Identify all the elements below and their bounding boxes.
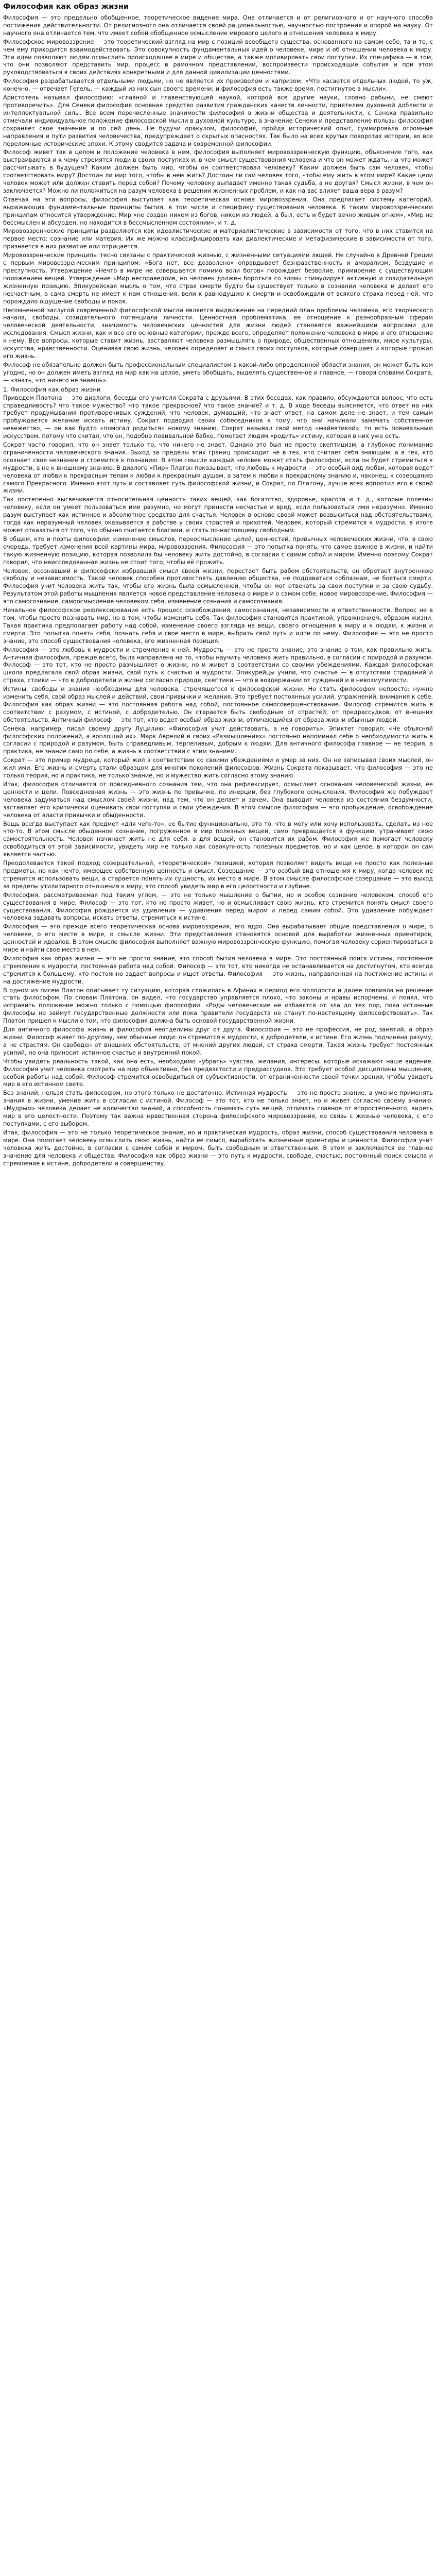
paragraph: Чтобы увидеть реальность такой, как она есть, необходимо «убрать» чувства, желания, интересы, которые искажают наше видение. Философия учит человека смотреть на мир объективно, без предвзятости и предрассудков. Это требует особой дисциплины мышления, особой работы над собой. Философ стремится освободиться от субъективности, от ограниченности своей точки зрения, чтобы увидеть мир в его истинном свете. [3, 1058, 433, 1088]
paragraph: Сенека, например, писал своему другу Луцилию: «Философия учит действовать, а не говорить». Эпиктет говорил: «Не объясняй философских положений, а воплощай их». Марк Аврелий в своих «Размышлениях» постоянно напоминал себе о необходимости жить в согласии с природой и разумом, быть справедливым, терпеливым, добрым к людям. Для античного философа главное — не теория, а практика, не знание само по себе, а жизнь в соответствии с этим знанием. [3, 725, 433, 755]
paragraph: Сократ часто говорил, что он знает только то, что ничего не знает. Однако это был не просто скептицизм, а глубокое понимание ограниченности человеческого знания. Выход за пределы этих границ происходит не в тех, кто считает себя знающим, а в тех, кто осознает свое незнание и стремится к познанию. В этом смысле каждый человек может стать философом, если он будет стремиться к мудрости, а не к внешнему знанию. В диалоге «Пир» Платон показывает, что любовь к мудрости — это особый вид любви, которая ведет человека от любви к прекрасным телам к любви к прекрасным душам, а затем к любви к прекрасному знанию и, наконец, к созерцанию самого Прекрасного. Именно этот путь и составляет суть философской жизни, и Сократ, по Платону, лучше всех воплотил его в своей жизни. [3, 442, 433, 495]
paragraph: Философия разрабатывается отдельными людьми, но не является их произволом и капризом: «Что касается отдельных людей, то уж, конечно, — отвечает Гегель, — каждый из них сын своего времени; и философия есть также время, постигнутое в мысли». [3, 78, 433, 93]
section-heading: 1. Философия как образ жизни [3, 385, 101, 393]
paragraph: Так постепенно высвечивается относительная ценность таких вещей, как богатство, здоровье, красота и т. д., которые полезны человеку, если он умеет пользоваться ими разумно, но могут принести несчастье и вред, если пользоваться ими неразумно. Именно разум выступает как истинное и абсолютное средство для счастья. Человек в основе своей может возвыситься над обстоятельствами, тогда как неразумный человек оказывается в рабстве у своих страстей и прихотей. Человек, который стремится к мудрости, в итоге может отказаться от того, что обычно считается благами, и стать по-настоящему свободным. [3, 496, 433, 534]
intro-section [3, 14, 433, 385]
paragraph: Без знаний, нельзя стать философом, но этого только не достаточно. Истинная мудрость — это не просто знание, а умение применять знания в жизни, умение жить в согласии с истиной. Философ — это тот, кто не только знает, но и живет согласно своему знанию. «Мудрым» человека делает не количество знаний, а способность понимать суть вещей, отличать главное от второстепенного, видеть мир в его целостности. Поэтому так важна нравственная сторона философского мировоззрения, ее связь с жизнью человека, с его поступками, с его выбором. [3, 1090, 433, 1127]
paragraph: Человек, осознавший и философски избравший смысл своей жизни, перестает быть рабом обстоятельств, он обретает внутреннюю свободу и независимость. Такой человек способен противостоять давлению общества, не поддаваться соблазнам, не бояться смерти. Философия учит человека жить так, чтобы его жизнь была осмысленной, чтобы он мог отвечать за свои поступки и за свою судьбу. Результатом этой работы мышления является новое представление человека о мире и о самом себе, новое мировоззрение. Философия — это самосознание, самоосмысление человеком себя, изменение сознания и самосознания. [3, 567, 433, 605]
paragraph: Мировоззренческие принципы разделяются как идеалистические и материалистические в зависимости от того, что в них ставится на первое место: сознание или материя. Их же можно классифицировать как диалектические и метафизические в зависимости от того, признается в них развитие или отрицается. [3, 228, 433, 250]
paragraph: Начальное философское рефлексирование есть процесс освобождения, самосознания, независимости и ответственности. Вопрос не в том, чтобы просто познавать мир, но в том, чтобы изменить себя. Так философия становится практикой, упражнением, образом жизни. Такая практика предполагает работу над собой, изменение своего взгляда на вещи, своего отношения к миру и к людям, к жизни и смерти. Это попытка понять себя, познать себя и свое место в мире, выбрать свой путь и идти по нему. Философия — это не просто знание, это способ существования человека, его жизненная позиция. [3, 607, 433, 645]
paragraph: Философ живет так в целом и положение человека в нем, философия выполняет мировоззренческую функцию, объяснение того, как выстраиваются и к чему стремятся люди в своих поступках и, в чем смысл существования человека и что он может ждать, на что может рассчитывать в будущем? Каким должен быть мир, чтобы он соответствовал человеку? Каким должен быть сам человек, чтобы соответствовать миру? Достоин ли мир того, чтобы в нем жить? Достоин ли сам человек того, чтобы ему жить в этом мире? Какие цели человек может или должен ставить перед собой? Почему человеку выпадает именно такая судьба, а не другая? Смысл жизни, в чем он заключается? Можно ли положиться на разум человека в решении жизненных проблем, и как на вас влияет ваша вера в разум? [3, 149, 433, 194]
article [0, 0, 436, 1174]
paragraph: Философия как образ жизни — это не просто знание, это способ бытия человека в мире. Это постоянный поиск истины, постоянное стремление к мудрости, постоянная работа над собой. Философ — это тот, кто никогда не останавливается на достигнутом, кто всегда стремится к большему, кто постоянно задает вопросы и ищет ответы. Философия — это жизнь, направленная на постижение истины и на достижение мудрости. [3, 955, 433, 985]
paragraph: Философ не обязательно должен быть профессиональным специалистом в какой-либо определенной области знания, он может быть кем угодно, но он должен иметь взгляд на мир как на целое, уметь обобщать, выделять существенное и главное, — говоря словами Сократа, — «знать, что ничего не знаешь». [3, 361, 433, 384]
paragraph: Философия — это прежде всего теоретическая основа мировоззрения, его ядро. Она вырабатывает общие представления о мире, о человеке, о его месте в мире, о смысле жизни. Эти представления становятся основой для выработки жизненных ориентиров, ценностей и идеалов. В этом смысле философия выполняет важную мировоззренческую функцию, помогая человеку сориентироваться в мире и найти свое место в нем. [3, 923, 433, 954]
paragraph: Несомненной заслугой современной философской мысли является выдвижение на передний план проблемы человека, его творческого начала, свободы, созидательного потенциала личности. Ценностная проблематика, ее отношение к разнообразным сферам человеческой деятельности, значимость человеческих ценностей для жизни людей становятся важнейшими вопросами для исследования. Смысл жизни, как и все его основные категории, прежде всего, определяет положение человека в мире и его отношение к нему. Все вопросы, которые ставит жизнь, заставляют человека размышлять о природе, общественных отношениях, мире культуры, искусства, нравственности. Оценивая свою жизнь, человек определяет и смысл своих поступков, которые совершает и которые прожил его жизнь. [3, 307, 433, 360]
paragraph: Итак, философия отличается от повседневного сознания тем, что она рефлексирует, осмысляет основания человеческой жизни, ее ценности и цели. Повседневная жизнь — это жизнь по привычке, по инерции, без глубокого осмысления. Философия же побуждает человека задуматься над смыслом своей жизни, над тем, что он делает и зачем. Она выводит человека из состояния бездумности, заставляет его критически оценивать свои поступки и свои убеждения. В этом смысле философия — это пробуждение, освобождение человека от власти привычки и обыденности. [3, 781, 433, 819]
paragraph: Преодолевается такой подход созерцательной, «теоретической» позицией, которая позволяет видеть вещи не просто как полезные предметы, но как нечто, имеющее собственную ценность и смысл. Созерцание — это особый вид отношения к миру, когда человек не стремится использовать вещи, а старается понять их сущность, их место в мире. В этом смысле философское созерцание — это выход за пределы утилитарного отношения к миру, это способ увидеть мир в его целостности и глубине. [3, 860, 433, 890]
paragraph: Истины, свободы и знания необходимы для человека, стремящегося к философской жизни. Но стать философом непросто: нужно изменить себя, свой образ мыслей и действий, свои привычки и желания. Это требует постоянных усилий, упражнений, внимания к себе. Философия как образ жизни — это постоянная работа над собой, постоянное самосовершенствование. Философ стремится жить в соответствии с разумом, с истиной, с добродетелью. Он старается быть свободным от страстей, от предрассудков, от внешних обстоятельств. Античный философ — это тот, кто ведет особый образ жизни, отличающийся от образа жизни обычных людей. [3, 686, 433, 723]
section-body [3, 395, 433, 1168]
paragraph: Приведем Платона — это диалоги, беседы его учителя Сократа с друзьями. В этих беседах, как правило, обсуждаются вопрос, что есть справедливость? что такое мужество? что такое прекрасное? что такое знание? и т. д. В ходе беседы выясняется, что ответ на них требует продумывания противоречивых суждений, что человек, думавший, что знает ответ, на самом деле не знает, и тем самым пробуждается желание искать истину. Сократ подводил своих собеседников к тому, что они начинали замечать собственное невежество, — он как будто «помогал родиться» новому знанию. Сократ называл свой метод «майевтикой», то есть повивальным искусством, потому что считал, что он, подобно повивальной бабке, помогает людям «родить» истину, которая в них уже есть. [3, 394, 433, 440]
paragraph: Философия — это любовь к мудрости и стремление к ней. Мудрость — это не просто знание, это знание о том, как правильно жить. Античная философия, прежде всего, была направлена на то, чтобы научить человека жить правильно, в согласии с природой и разумом. Философ — это тот, кто не просто размышляет о жизни, но и живет в соответствии со своими убеждениями. Каждая философская школа предлагала свой образ жизни, свой путь к счастью и мудрости. Эпикурейцы учили, что счастье — в отсутствии страданий и страха, стоики — что в добродетели и жизни согласно природе, скептики — что в воздержании от суждений и в невозмутимости. [3, 646, 433, 684]
page-title: Философия как образ жизни [3, 3, 129, 11]
paragraph: Философия, рассматриваемая под таким углом, — это не только мышление о бытии, но и особое сознание человеком, способ его существования в мире. Философ — это тот, кто не просто живет, но и осмысливает свою жизнь, кто стремится понять смысл своего существования. Философия рождается из удивления — удивления перед миром и перед самим собой. Это удивление побуждает человека задавать вопросы, искать ответы, стремиться к истине. [3, 891, 433, 922]
paragraph: В общем, кто и поэты философии; изменение смыслов, переосмысление целей, ценностей, привычных человеческих жизни, что, в свою очередь, требует изменения всей картины мира, мировоззрения. Философия — это попытка понять, что самое важное в жизни, и найти такую жизненную позицию, которая позволила бы человеку жить достойно, в согласии с самим собой и миром. Именно поэтому Сократ говорил, что неисследованная жизнь не стоит того, чтобы её прожить. [3, 535, 433, 566]
paragraph: Мировоззренческие принципы тесно связаны с практической жизнью, с жизненными ситуациями людей. Не случайно в Древней Греции с первым мировоззренческим принципом: «Бога нет, все дозволено» оправдывает безнравственность и аморализм, бездушие и преступность. Утверждение «Нечто в мире не совершается помимо воли богов» порождает безволие, примирение с существующим положением вещей. Утверждение «Мир несправедлив, но человек должен бороться со злом» стимулирует активную и созидательную жизненную позицию. Эпикурейская мысль о том, что страх смерти будто бы существует только в сознании человека и делает его несчастным, а сама смерть не имеет к нам отношения, вели к равнодушию к смерти и освобождали от всякого страха перед ней, что порождало ощущение свободы и покоя. [3, 252, 433, 305]
paragraph: Философское мировоззрение — это теоретический взгляд на мир с позиций всеобщего существа, основанного на самом себе, та и то, с чем ему приходится взаимодействовать. Это совокупность фундаментальных идей о человеке, мире и об отношении человека к миру. Эти идеи позволяют людям осмыслить происходящее в мире и обществе, а также мотивировать свои поступки. Их специфика — в том, что они позволяют представить мир, процесс в рамочном представлении, воспроизвести происходящие события и при этом руководствоваться в своих действиях конкретными и для данной цивилизации ценностями. [3, 38, 433, 76]
paragraph: В одном из писем Платон описывает ту ситуацию, которая сложилась в Афинах в период его молодости и далее повлияла на решение стать философом. По словам Платона, он видел, что государство управляется плохо, что законы и нравы испорчены, и понял, что исправить положение можно только с помощью философии. «Роды человеческие не избавятся от зла до тех пор, пока истинные философы не займут государственные должности или пока правители государств не станут по-настоящему философствовать». Так Платон пришел к мысли о том, что философия должна быть основой государственной жизни. [3, 987, 433, 1025]
paragraph: Сократ — это пример мудреца, который жил в соответствии со своими убеждениями и умер за них. Он не записывал своих мыслей, он жил ими. Его жизнь и смерть стали образцом для многих поколений философов. Жизнь Сократа показывает, что философия — это не только теория, но и практика, не только знание, но и мужество жить согласно этому знанию. [3, 757, 433, 779]
paragraph: Философия — это предельно обобщенное, теоретическое видение мира. Она отличается и от религиозного и от научного способа постижения действительности. От религиозного она отличается своей рациональностью, научностью построения и опорой на науку. От научного она отличается тем, что имеет собой обобщенное осмысление мирового целого и отношения человека к миру. [3, 14, 433, 37]
paragraph: Аристотель называл философию: «главной и главенствующей наукой, которой все другие науки, словно рабыни, не смеют противоречить». Для Сенеки философия основная средство развития гражданских качеств личности, приятелем духовной доблести и интеллектуальной силы. Все всем перечисленные значимости философия в жизни общества и деятельности, с Сенека правильно отмечали индивидуальное положение философской мысли в духовной культуре, а значение Сенеки и представление пользы философия сохраняет свое значение и по сей день. Не будучи оракулом, философия, пройдя исторический опыт, суммировала огромные направления и пути развития человечества, предупреждает о скрытых опасностях. Так было на всех крутых поворотах истории, во все переломные исторические эпохи. К этому сводится задача и современной философии. [3, 94, 433, 147]
paragraph: Итак, философия — это не только теоретическое знание, но и практическая мудрость, образ жизни, способ существования человека в мире. Она помогает человеку осмыслить свою жизнь, найти ее смысл, выработать жизненные ориентиры и ценности. Философия учит человека жить достойно, в согласии с самим собой и миром, быть свободным и ответственным. В этом и заключается ее главное значение для человека и общества. Философия как образ жизни — это путь к мудрости, свободе, счастью, постоянный поиск смысла и стремление к истине, добродетели и совершенству. [3, 1129, 433, 1167]
paragraph: Для античного философа жизнь и философия неотделимы друг от друга. Философия — это не профессия, не род занятий, а образ жизни. Философ живет по-другому, чем обычные люди: он стремится к мудрости, к добродетели, к истине. Его жизнь подчинена разуму, а не страстям. Он свободен от внешних обстоятельств, от мнений других людей, от страха смерти. Такая жизнь требует постоянных усилий, но она приносит истинное счастье и внутренний покой. [3, 1026, 433, 1056]
paragraph: Вещь всегда выступает как предмет «для чего-то», ее бытие функционально, это то, что в могу или хочу использовать, сделать из нее что-то. В этом смысле обыденное сознание, погруженное в мир полезных вещей, само превращается в функцию, утрачивает свою самостоятельность. Человек начинает жить не для себя, а для вещей, он становится их рабом. Философия же помогает человеку освободиться от этой зависимости, увидеть мир не только как совокупность полезных предметов, но и как целое, в котором он сам является частью. [3, 820, 433, 858]
paragraph: Отвечая на эти вопросы, философия выступает как теоретическая основа мировоззрения. Она предлагает систему категорий, выражающих фундаментальные принципы бытия, в том числе и специфику существования человека. К таким мировоззренческим принципам относится утверждение: Мир «не создан никем из богов, никем из людей, а был, есть и будет вечно живым огнем», «Мир не бессмыслен и абсурден, но находится в бессмысленном состоянии», и т. д. [3, 196, 433, 226]
